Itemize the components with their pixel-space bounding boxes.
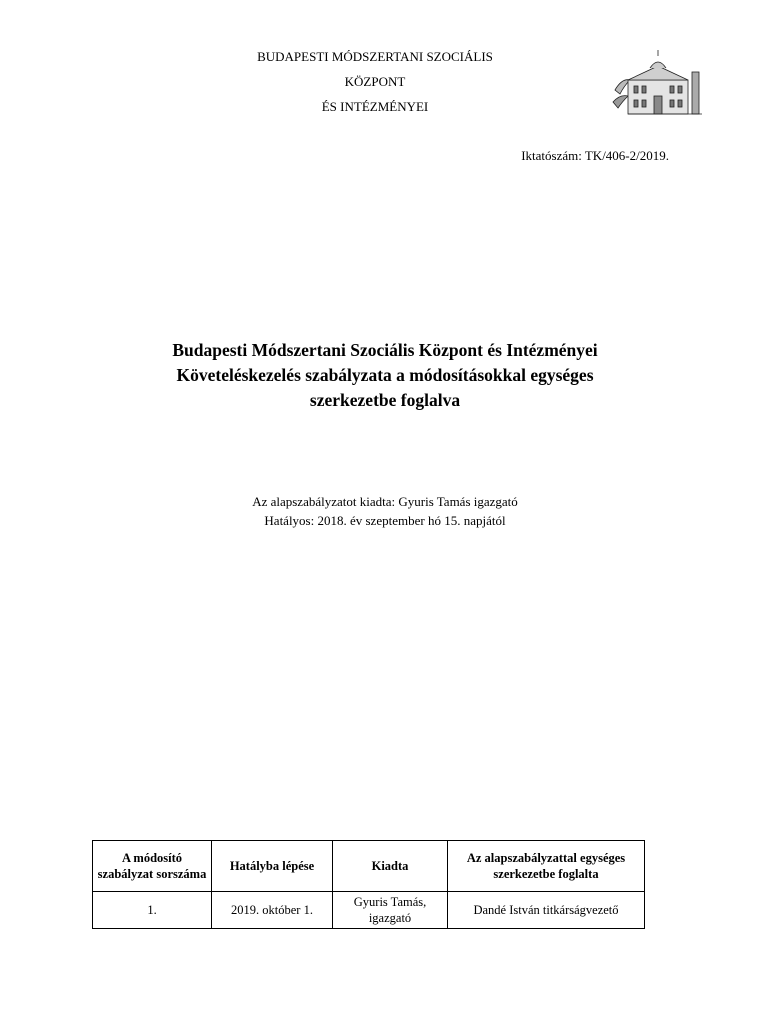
header-amendment-number: A módosító szabályzat sorszáma	[93, 841, 212, 892]
header-line-3: ÉS INTÉZMÉNYEI	[321, 99, 429, 114]
institution-header	[210, 44, 540, 119]
header-effective-date: Hatályba lépése	[212, 841, 333, 892]
header-line-2: KÖZPONT	[344, 74, 406, 89]
amendments-table	[92, 840, 645, 929]
title-line-2: Követeléskezelés szabályzata a módosításokkal egységes	[176, 365, 594, 385]
cell-amendment-number: 1.	[93, 892, 212, 929]
effective-date: Hatályos: 2018. év szeptember hó 15. napjától	[264, 513, 506, 528]
cell-issuer: Gyuris Tamás, igazgató	[333, 892, 448, 929]
table-header-row	[93, 841, 645, 892]
title-line-3: szerkezetbe foglalva	[309, 390, 461, 410]
issued-by: Az alapszabályzatot kiadta: Gyuris Tamás igazgató	[252, 494, 518, 509]
registration-number: Iktatószám: TK/406-2/2019.	[521, 148, 669, 163]
header-line-1: BUDAPESTI MÓDSZERTANI SZOCIÁLIS	[257, 49, 493, 64]
title-line-1: Budapesti Módszertani Szociális Központ és Intézményei	[172, 340, 598, 360]
header-issuer: Kiadta	[333, 841, 448, 892]
table-row	[93, 892, 645, 929]
building-emblem-icon	[610, 50, 705, 120]
header-consolidated-by: Az alapszabályzattal egységes szerkezetbe foglalta	[448, 841, 645, 892]
cell-consolidated-by: Dandé István titkárságvezető	[448, 892, 645, 929]
document-title	[80, 338, 690, 413]
issuance-info	[140, 492, 630, 530]
cell-effective-date: 2019. október 1.	[212, 892, 333, 929]
